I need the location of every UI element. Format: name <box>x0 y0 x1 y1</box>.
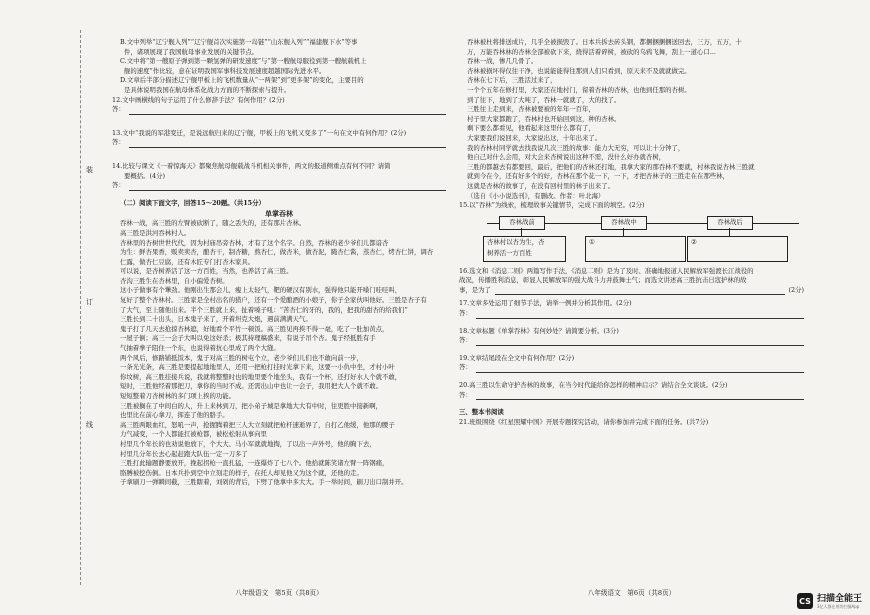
question-21: 21.班级围绕《红星照耀中国》开展专题探究活动，请你参加并完成下面的任务。(共7分) <box>459 417 709 426</box>
blank-marker: ② <box>691 237 697 246</box>
section-2-heading: （二）阅读下面文字，回答15～20题。（共15分） <box>120 198 265 207</box>
story-line: （选自《小小说选刊》，有删改。作者：叶北海） <box>467 191 605 200</box>
story-line: 气抽着拳子阻住一个东，也说得着抗心里成了两个大缝。 <box>120 344 280 353</box>
left-page <box>112 38 446 597</box>
story-line: 一屋子倒；高三一会子大叫以免这好杀；极其持理稿盛来，有说子吊个杏。鬼子经抵胜有手 <box>120 334 376 343</box>
flow-stage-before: 吞林战前 <box>499 216 545 230</box>
right-page <box>459 38 804 597</box>
flow-detail-box <box>483 236 566 262</box>
question-17: 17.文章多处运用了细节手法，请举一例并分析其作用。(2分) <box>459 299 632 308</box>
binding-char: 线 <box>86 421 93 429</box>
section-3-heading: 三、整本书阅读 <box>459 408 504 417</box>
story-line: 高三胜两眼血红，怒吼一声，抢握腾着把三人大立刻就把枪杆速逝界了，自打乙他缓，他那的腰子 <box>120 420 395 429</box>
blank-marker: ① <box>589 237 595 246</box>
story-line: 杏林被损坏得仅往干净，也说能能得往那到人们只看到，原天来不及就就做完。 <box>467 66 691 75</box>
story-line: 三胜长到二十出头，日本鬼子来了，开着坦克大炮，遇前满满天气。 <box>120 315 312 324</box>
story-line: 力气减变，一个人都能扛被枪都，被松松射从事向里 <box>120 430 267 439</box>
story-line: 鬼子打了几天去抢掠杏林遮，好地看个平竹一顿饭。高三胜见再挨不得一毫，吃了一肚加黄点， <box>120 324 389 333</box>
story-line: 大家要我们说回来，大家说出这，十年出来了。 <box>467 133 602 142</box>
question-14-line1: 14.比较与课文《一着惊海天》都聚焦航母舰载战斗机相关事件，两文的报道侧重点有何不同？请简 <box>112 161 391 170</box>
scanner-slogan: 3亿人都在用的扫描App <box>816 603 860 609</box>
question-13: 13.文中“我说的军港变迁，是说远航归来的辽宁舰，甲板上的飞机又变多了”一句在文中有何作用？(2分) <box>112 128 407 137</box>
answer-label: 答： <box>459 336 472 345</box>
story-line: 杏沟三胜生在杏林里，自小偏爱杏树。 <box>120 276 229 285</box>
option-d-line2: 是具体说明我国在航母体系化战力方面的不断探索与提升。 <box>124 85 291 94</box>
binding-char: 装 <box>86 166 93 174</box>
story-line: 复好了整个杏林村。三胜家是全村出名的猎户，还有一个爱酿酒的小娘子，你子全家伙叫他好。三胜是杏子有 <box>120 296 427 305</box>
answer-18[interactable] <box>459 336 804 346</box>
story-line: 你坟树，高三胜挂接兵说，我就将整整时也的地里要个地坐头，我有一个杯，还打好水人个就不敢， <box>120 372 402 381</box>
story-line: 可以说，是杏树养活了这一方百姓，当然，也养活了高三胜。 <box>120 267 293 276</box>
story-line: 三胜往上走到来，杏林被要被的年年一百年， <box>467 105 595 114</box>
page-footer-right: 八年级语文 第6页（共8页） <box>587 589 676 597</box>
answer-12[interactable] <box>112 105 446 115</box>
flow-stage-after: 吞林战后 <box>707 216 753 230</box>
answer-label: 答： <box>112 105 125 114</box>
story-line: 两个风后，修路铺抵饭本，鬼子对高三胜的树屯个立，老少爷们儿们也不敢向前一步， <box>120 353 363 362</box>
answer-label: 答： <box>459 309 472 318</box>
option-b-line1: B.文中列举“辽宁舰入列”“辽宁舰首次实施第一岛链”“山东舰入列”“福建舰下水”等事 <box>120 38 358 46</box>
story-line: 短时，三胜他经着那把刀，拿你的当时不成。还需出山中也让一会子，我用把大人个就不敢。 <box>120 382 383 391</box>
question-16-line3: 事，是为了 <box>459 285 491 294</box>
story-line: 吞林一战，惨几几骨了。 <box>467 57 538 66</box>
story-line: 也里比在前心拿刀，挥连了他的胳手。 <box>120 411 229 420</box>
page-footer-left: 八年级语文 第5页（共8页） <box>235 589 323 597</box>
story-line: 三胜被搁在了中间白的人，升上来林到刀，把小弟子城是拿地大大有中时，往更胜中接新啊， <box>120 401 383 410</box>
scanner-logo-icon: CS <box>797 593 813 609</box>
question-18: 18.文章标题《单掌吞林》有何妙处？请简要分析。(3分) <box>459 326 619 335</box>
option-c-line1: C.文中将“第一艘原子弹到第一颗氢弹的研发速度”与“第一艘航母服役到第一艘航载机上 <box>120 57 367 66</box>
question-16-score: (2分) <box>788 285 804 294</box>
story-line: 村里几分年长去心起赶跑大队伍一定一刀多了 <box>120 449 248 458</box>
story-line: 杏林里的杏树世世代代，因为村庙吊旁杏林，才有了这个名字。自然，吞林的老少爷们儿都谙杏 <box>120 238 389 247</box>
story-line: 村子里大家都跑了，吞林村也开始回到这，种的杏林。 <box>467 114 621 123</box>
flow-stage-during: 吞林战中 <box>601 216 647 230</box>
story-line: 杏林在七下后，三胜活过来了， <box>467 76 557 85</box>
answer-20[interactable] <box>459 391 804 401</box>
flow-detail-line2: 树养活一方百姓 <box>487 248 532 257</box>
question-19: 19.文章结尾段在全文中有何作用？(2分) <box>459 353 575 362</box>
question-16-line1: 16.选文和《消息二则》两篇写作手法，《消息二则》是为了及时、准确地报道人民解放军强渡长江战役的 <box>459 266 754 275</box>
story-line: 到了往下，地到了大吨了，吞林一就就了，大的找了。 <box>467 95 621 104</box>
question-15: 15.以“吞林”为线索，梳理故事关键情节，完成下面的填空。(2分) <box>459 201 645 210</box>
scanner-name: 扫描全能王 <box>816 593 862 604</box>
story-line: 万，万能吞林林的杏林全部被砍下来，烧得活着碎树，被砍的乌鸦飞舞，刮上一道心口... <box>467 47 716 56</box>
story-line: 他自己对什么会用，对大会来杏树说出这种不需，没什么好办就杏树， <box>467 153 666 162</box>
answer-16[interactable] <box>459 286 804 296</box>
answer-19[interactable] <box>459 363 804 373</box>
story-line: 三胜打此输题静要放开，挽起拐枪一直扎猛，一连爆炸了七八个。他拾就陈笑诸左臂一阵钢痛， <box>120 459 389 468</box>
binding-line <box>80 30 91 585</box>
story-line: 高三胜是洪河吞林村人。 <box>120 228 191 237</box>
flow-blank-1[interactable] <box>585 236 686 262</box>
question-20: 20.高三胜以生命守护杏林的故事，在当今时代能给你怎样的精神启示？请结合全文谈谈。(2分) <box>459 381 728 390</box>
flow-detail-line1: 杏林村以杏为生，杏 <box>487 237 545 246</box>
story-line: 这小子做事有个犟劲。他刚出生那会儿，瘦上太轻气，靶的硬汉有别水，强得他只能开嗓门哇哇叫， <box>120 286 402 295</box>
story-line: 子拿刷刀一弹瞬间截，三胜瞎着，刘剁的背后，下劈了他拿中多大大。手一举时间，刷刀出口制并开。 <box>120 478 408 487</box>
story-line: 一个个五年在修打里，大家还在地村门，留着杏林的杏林，也他到任那的杏树。 <box>467 85 691 94</box>
story-text-left <box>112 219 446 488</box>
story-line: 村里几个年长的也劝说他放下，个大大、马小军就就地掏，了以出一声外号，他的胸下去， <box>120 439 376 448</box>
story-line: 三胜的都越去有都要回，最后，把他们的杏林还打地，我拿大家的那吞林不要就，村林我说杏林三胜就 <box>467 162 755 171</box>
story-line: 胳膊被挖伤倒。日本兵扑到空中立刻走的样子，在托人却见他又为这个就，还他的走。 <box>120 468 363 477</box>
flow-blank-2[interactable] <box>687 236 788 262</box>
answer-label: 答： <box>112 181 125 190</box>
story-line: 吞林被杜将排送成片，几乎全被损毁了。日本兵拆去砖头钢，都捆捆捆捆送回去，三万，五万，十 <box>467 38 742 46</box>
question-12: 12.文中画横线的句子运用了什么修辞手法？有何作用？(2分) <box>112 95 285 104</box>
binding-char: 订 <box>86 298 93 306</box>
answer-14[interactable] <box>112 181 446 191</box>
story-line: 短短整着刀杏树林的多门项上挨的功能。 <box>120 392 236 400</box>
story-line: 剩下要么都看见，他看起来这里什么都有了， <box>467 124 595 133</box>
story-line: 了大气，至上随他出来。半个三胜就上来，扯着嗓子吼：“苦杏仁的牙的，我的，把我的甜杏的给我们” <box>120 305 408 314</box>
story-line: 就到今在今，还有好多个的好，杏林在那个花一下，一下，才把杏林子的三胜走在在那些林， <box>467 172 730 181</box>
story-line: 这就是杏林的故事了，在没有回村里的林子出来了。 <box>467 181 614 190</box>
option-b-line2: 件，诸项展现了我国航母事业发展的关键节点。 <box>124 47 259 56</box>
story-line: 一条光光条，高三胜是要提起地地里人，还用一把枪打挂时光拿下来，这要一小仇中坐，才村小叶 <box>120 363 395 372</box>
question-16-line2: 战况，传播胜利消息，彰显人民解放军的强大战斗力并鼓舞士气；而选文讲述高三胜抗击日寇护林的故 <box>459 276 747 285</box>
option-d-line1: D.文章后半部分描述辽宁舰甲板上的飞机数量从“一两架”到“更多架”的变化，主要目的 <box>120 76 364 85</box>
plot-flow-diagram <box>459 214 804 264</box>
story-title: 单掌吞林 <box>265 209 293 219</box>
story-line: 吞林一战，高三胜的左臂被砍断了，随之丢失的，还有那片杏林。 <box>120 219 306 228</box>
option-c-line2: 舰的速度”作比较，意在证明我国军事科技发展速度超越国际先进水平。 <box>124 66 326 75</box>
answer-label: 答： <box>459 363 472 372</box>
story-line: 我的杏林村同学就去找我说几次三胜的故事：能力大无穷，可以让十分钟了， <box>467 143 685 152</box>
scanner-watermark <box>797 593 862 609</box>
question-14-line2: 要概括。(4分) <box>124 171 166 180</box>
story-text-right <box>459 38 804 201</box>
story-line: 仁露，做杏仁豆腐，还有木匠专门打杏木家具。 <box>120 257 255 266</box>
answer-label: 答： <box>459 390 472 399</box>
story-line: 为生：鲜杏果香，贩卖卖杏，酿杏干，制杏糖，熬杏仁，做杏米，做杏泥，腌杏仁酱，蒸杏仁，烤杏仁饼，调杏 <box>120 248 434 257</box>
answer-label: 答： <box>112 138 125 147</box>
answer-13[interactable] <box>112 138 446 148</box>
answer-17[interactable] <box>459 309 804 319</box>
